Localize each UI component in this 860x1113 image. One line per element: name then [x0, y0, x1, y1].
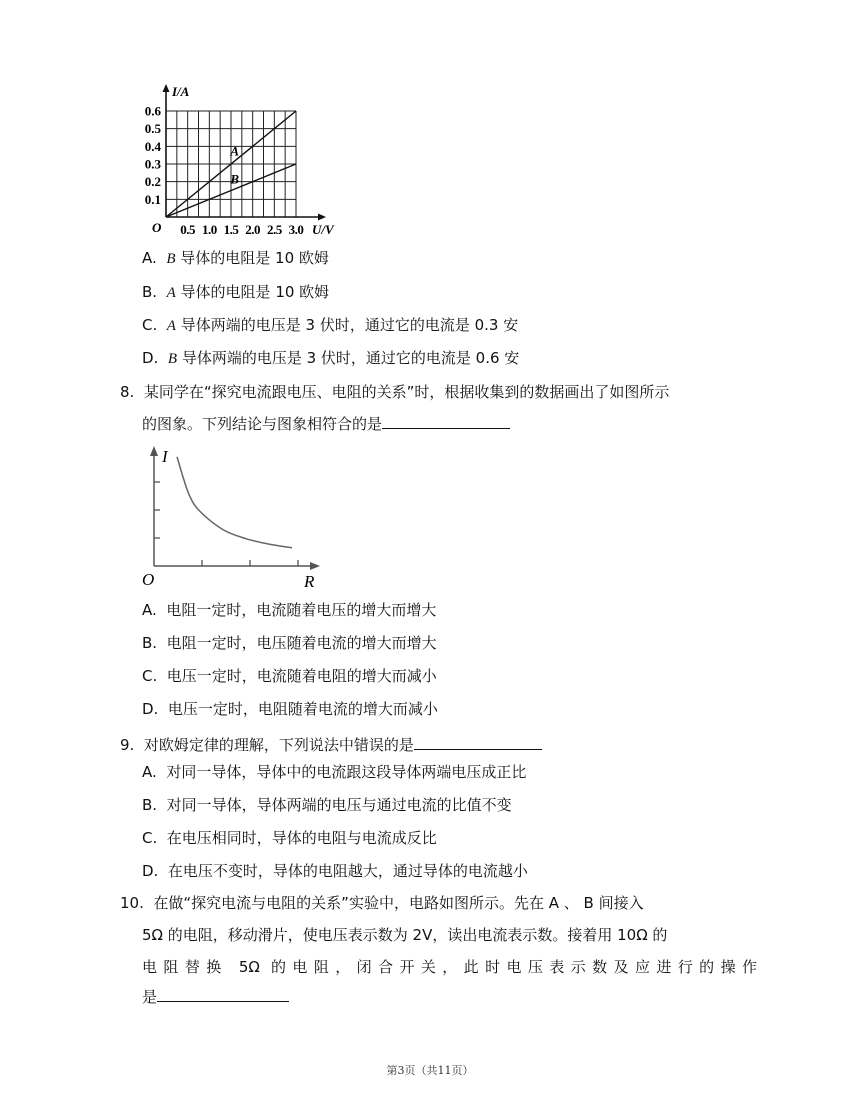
q8-option-b-text: 电阻一定时，电压随着电流的增大而增大	[166, 634, 437, 652]
ir-axes	[150, 446, 320, 570]
q10-stem-text1: 在做“探究电流与电阻的关系”实验中，电路如图所示。先在 A 、 B 间接入	[153, 894, 644, 912]
iu-y-axis-arrow	[163, 84, 170, 92]
iu-y-tick-label: 0.1	[144, 191, 161, 207]
q9-option-d[interactable]	[142, 861, 528, 881]
q9-stem-text: 对欧姆定律的理解，下列说法中错误的是	[143, 736, 414, 754]
iu-y-tick-label: 0.2	[144, 174, 161, 190]
iu-x-tick-label: 1.0	[201, 222, 217, 237]
ir-graph	[140, 440, 330, 592]
q10-stem-text3: 电阻替换 5Ω 的电阻，闭合开关，此时电压表示数及应进行的操作	[142, 958, 757, 976]
iu-x-axis-label: U/V	[312, 222, 334, 237]
q7-option-a-var: B	[166, 251, 176, 267]
q9-option-b-text: 对同一导体，导体两端的电压与通过电流的比值不变	[166, 796, 512, 814]
q7-option-a[interactable]	[142, 248, 329, 269]
q10-number: 10.	[120, 894, 144, 912]
q9-option-b[interactable]	[142, 795, 512, 815]
ir-y-axis-arrow	[150, 446, 158, 456]
q9-option-d-text: 在电压不变时，导体的电阻越大，通过导体的电流越小	[167, 862, 528, 880]
iu-x-tick-label: 3.0	[288, 222, 304, 237]
q7-option-b-letter: B.	[142, 283, 158, 301]
iu-x-tick-label: 1.5	[223, 222, 239, 237]
q10-stem-line4	[142, 985, 289, 1007]
q8-stem-line2	[142, 412, 510, 434]
ir-x-axis-label: R	[304, 572, 315, 591]
iu-y-tick-label: 0.5	[144, 121, 161, 137]
q7-option-c-text: 导体两端的电压是 3 伏时，通过它的电流是 0.3 安	[175, 316, 519, 334]
ir-curve	[177, 457, 292, 548]
iu-series-label-a: A	[230, 143, 240, 159]
q7-option-a-text: 导体的电阻是 10 欧姆	[175, 249, 329, 267]
q8-option-c-letter: C.	[142, 667, 158, 685]
q8-option-d-text: 电压一定时，电阻随着电流的增大而减小	[167, 700, 438, 718]
q8-stem-text2: 的图象。下列结论与图象相符合的是	[142, 415, 383, 433]
q8-stem-line1	[120, 382, 669, 402]
q7-option-c[interactable]	[142, 315, 518, 336]
iu-x-axis-arrow	[318, 214, 326, 221]
q9-option-a[interactable]	[142, 762, 526, 782]
q7-option-d-letter: D.	[142, 349, 159, 367]
ir-y-axis-label: I	[162, 447, 168, 466]
q9-option-c-text: 在电压相同时，导体的电阻与电流成反比	[166, 829, 437, 847]
q8-number: 8.	[120, 383, 135, 401]
q9-number: 9.	[120, 736, 135, 754]
q8-answer-blank[interactable]	[382, 412, 510, 429]
q8-option-d-letter: D.	[142, 700, 159, 718]
iu-series-label-b: B	[230, 171, 240, 187]
ir-origin-label: O	[142, 570, 155, 589]
q7-option-c-letter: C.	[142, 316, 158, 334]
q8-option-b-letter: B.	[142, 634, 158, 652]
q10-stem-line3	[142, 957, 757, 977]
iu-y-tick-label: 0.3	[144, 156, 161, 172]
q9-answer-blank[interactable]	[414, 733, 542, 750]
q9-option-b-letter: B.	[142, 796, 158, 814]
q9-option-a-letter: A.	[142, 763, 157, 781]
q7-option-d-text: 导体两端的电压是 3 伏时，通过它的电流是 0.6 安	[177, 349, 520, 367]
q7-option-d[interactable]	[142, 348, 519, 369]
q9-option-d-letter: D.	[142, 862, 159, 880]
q7-option-c-var: A	[166, 318, 176, 334]
q8-option-a[interactable]	[142, 600, 436, 620]
q8-option-a-text: 电阻一定时，电流随着电压的增大而增大	[166, 601, 437, 619]
iu-origin-label: O	[152, 220, 162, 235]
q9-option-c[interactable]	[142, 828, 437, 848]
q7-option-d-var: B	[167, 351, 178, 367]
q10-answer-blank[interactable]	[157, 985, 289, 1002]
iu-x-tick-label: 0.5	[180, 222, 196, 237]
iu-graph	[140, 82, 350, 242]
q8-option-a-letter: A.	[142, 601, 157, 619]
iu-y-tick-label: 0.6	[144, 103, 161, 119]
q10-stem-text2: 5Ω 的电阻，移动滑片，使电压表示数为 2V，读出电流表示数。接着用 10Ω 的	[142, 926, 668, 944]
q9-option-c-letter: C.	[142, 829, 158, 847]
iu-x-tick-label: 2.0	[245, 222, 261, 237]
q8-option-d[interactable]	[142, 699, 438, 719]
q8-option-b[interactable]	[142, 633, 437, 653]
iu-y-axis-label: I/A	[172, 84, 190, 99]
q9-option-a-text: 对同一导体，导体中的电流跟这段导体两端电压成正比	[166, 763, 527, 781]
iu-x-tick-label: 2.5	[266, 222, 282, 237]
q8-stem-text1: 某同学在“探究电流跟电压、电阻的关系”时，根据收集到的数据画出了如图所示	[143, 383, 670, 401]
page-footer: 第3页（共11页）	[386, 1064, 474, 1077]
q7-option-b-text: 导体的电阻是 10 欧姆	[175, 283, 330, 301]
iu-y-tick-label: 0.4	[144, 138, 161, 154]
ir-x-axis-arrow	[310, 562, 320, 570]
q7-option-b-var: A	[166, 285, 176, 301]
q8-option-c[interactable]	[142, 666, 437, 686]
q7-option-b[interactable]	[142, 282, 329, 303]
q9-stem	[120, 733, 542, 755]
q8-option-c-text: 电压一定时，电流随着电阻的增大而减小	[166, 667, 437, 685]
q10-stem-line2	[142, 925, 667, 945]
q7-option-a-letter: A.	[142, 249, 157, 267]
q10-stem-line1	[120, 893, 644, 913]
q10-stem-text4: 是	[142, 988, 158, 1006]
